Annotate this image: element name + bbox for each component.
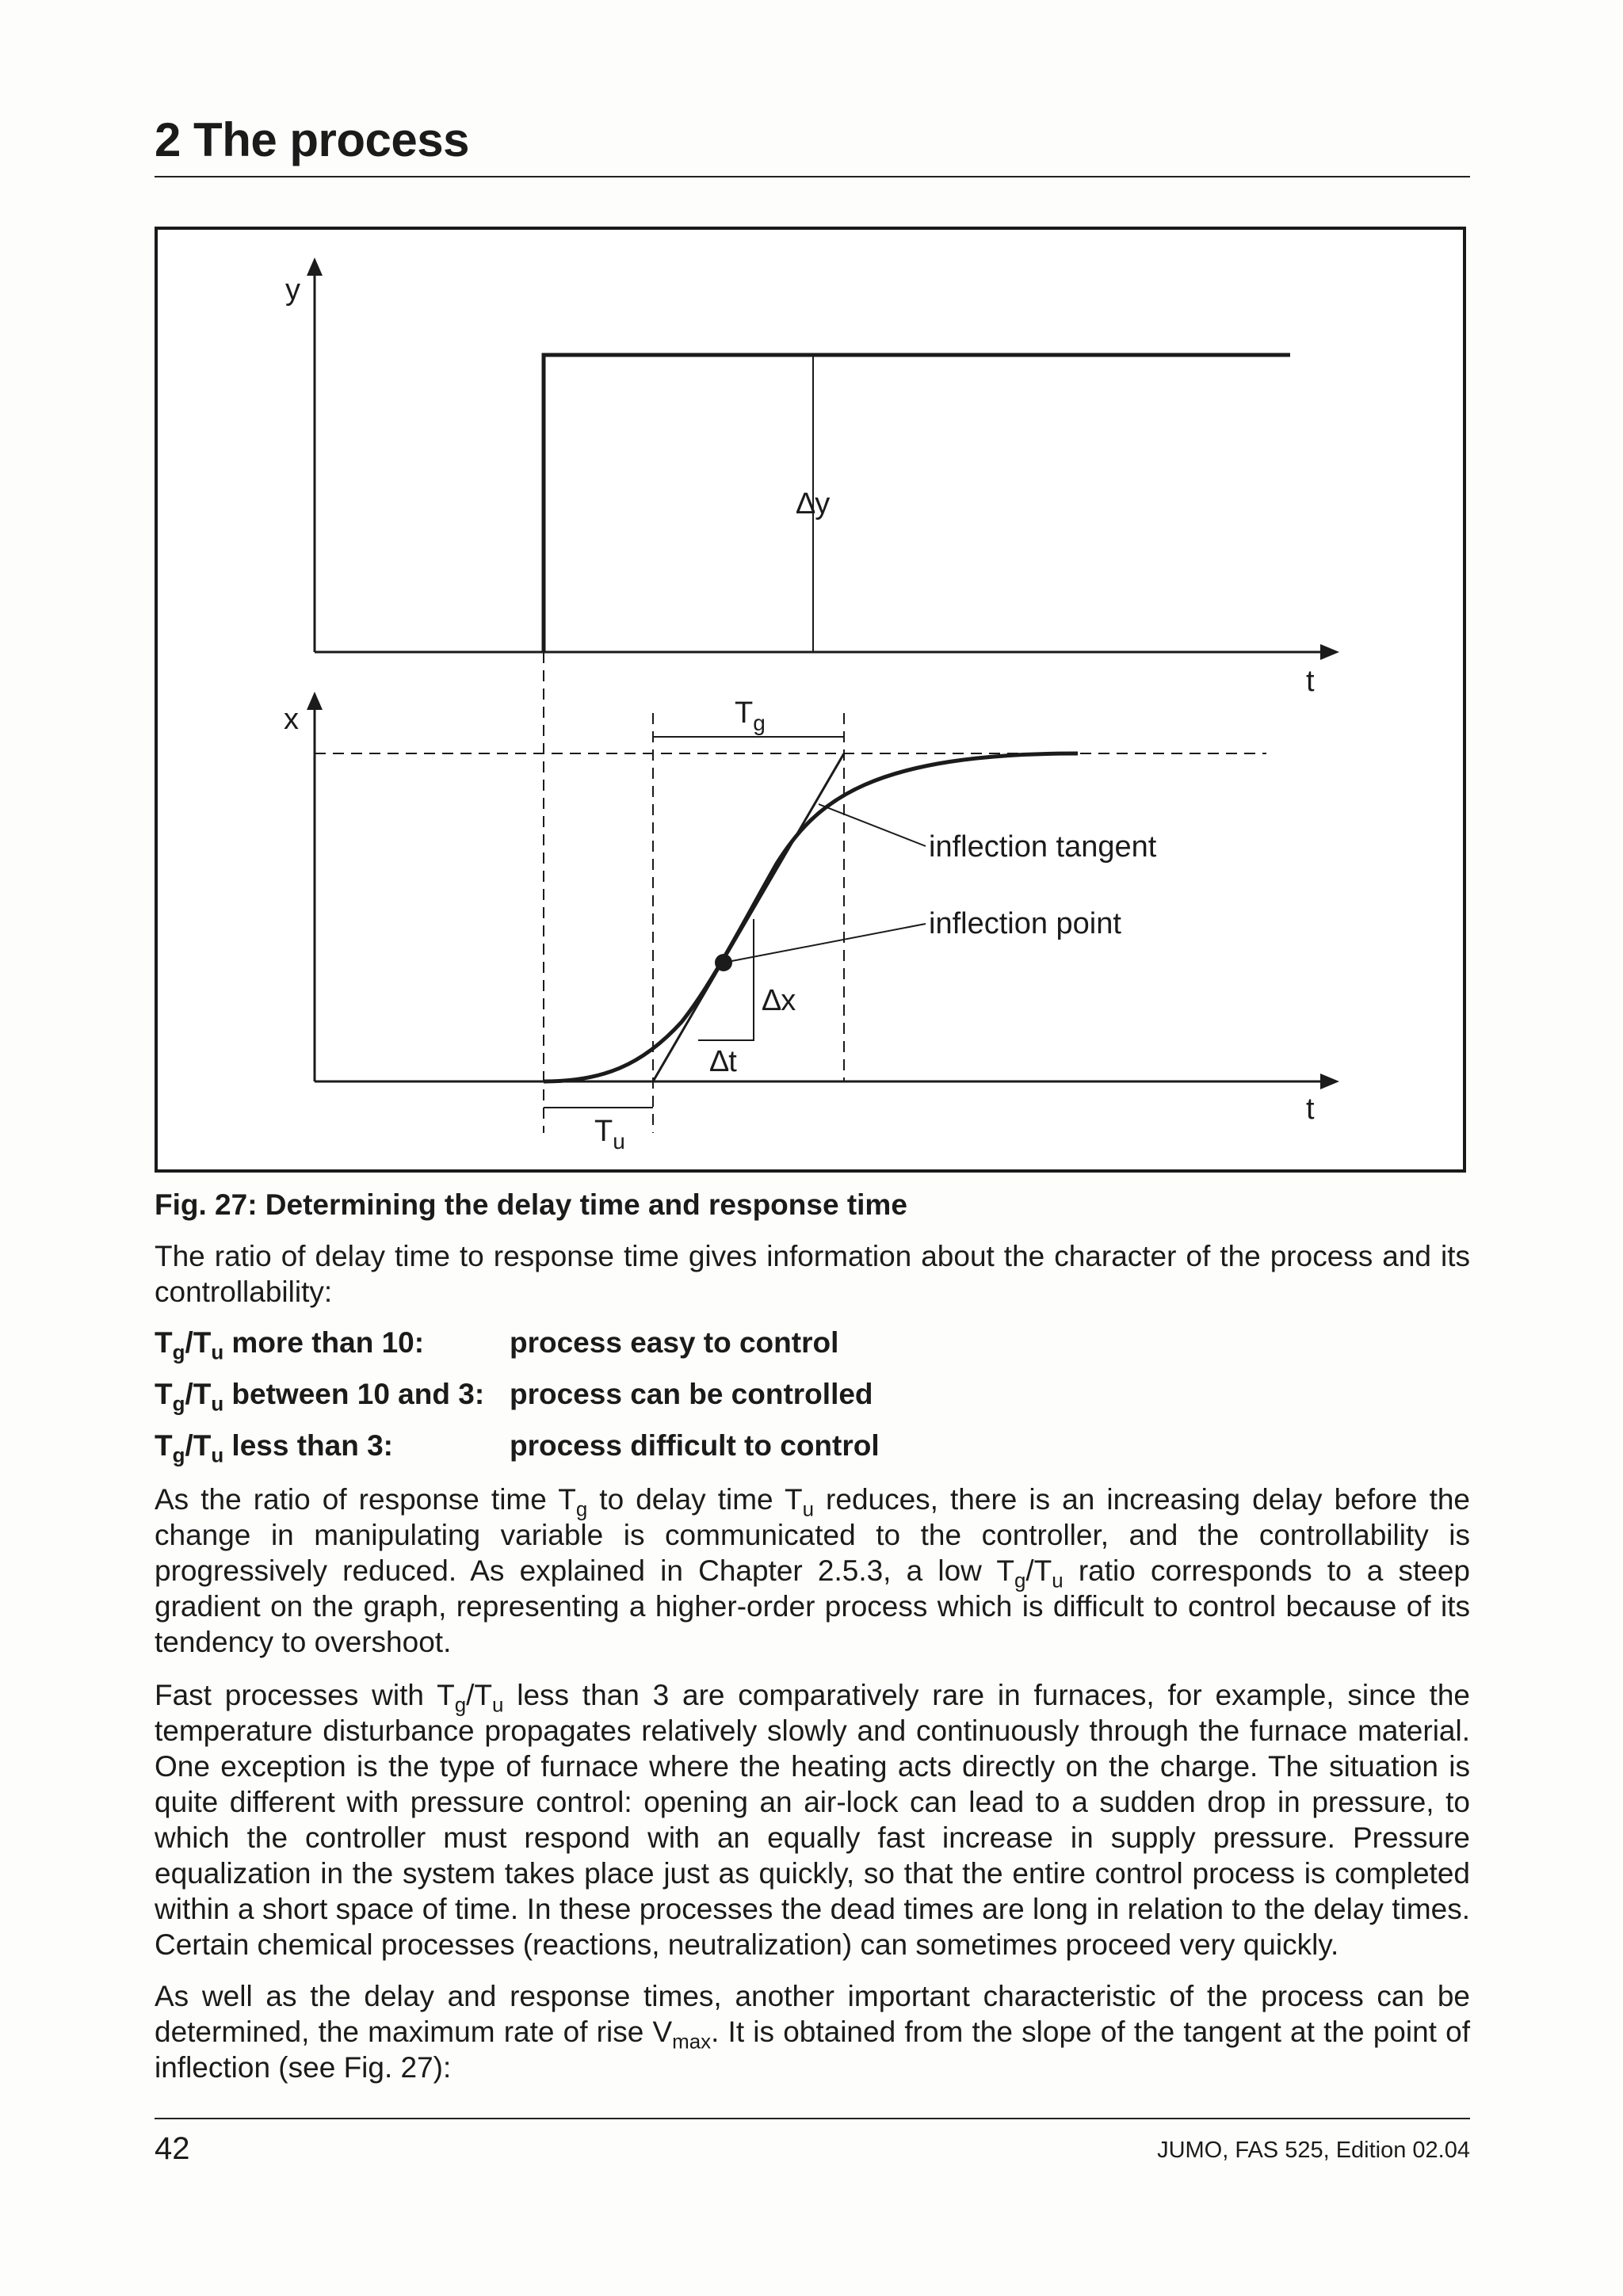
- rating-moderate: [155, 1376, 873, 1416]
- figure-caption: Fig. 27: Determining the delay time and response time: [155, 1188, 907, 1221]
- delta-x-label: ∆x: [762, 984, 796, 1017]
- inflection-tangent-label: inflection tangent: [929, 830, 1157, 864]
- footer-rule: [155, 2118, 1470, 2119]
- tangent-leader: [819, 804, 926, 846]
- rating-easy: [155, 1325, 839, 1364]
- paragraph-rate-of-rise: As well as the delay and response times, another important characteristic of the process can be determined, the maximum rate of rise $V_{max}$. It is obtained from the slope of the tangent at the point of inflection (see Fig. 27):: [155, 1980, 1470, 2084]
- y-axis-label: y: [285, 273, 300, 307]
- tu-label: $T_u$: [594, 1115, 625, 1154]
- tg-label: $T_g$: [735, 696, 766, 735]
- delta-t-label: ∆t: [710, 1045, 737, 1078]
- t-axis-bottom-label: t: [1306, 1093, 1315, 1126]
- t-axis-bottom-arrow: [1320, 1074, 1339, 1089]
- t-axis-top-arrow: [1320, 644, 1339, 660]
- step-input-curve: [544, 355, 1290, 652]
- rating-easy-ratio: $T_g/T_u$ more than 10:: [155, 1326, 425, 1364]
- slope-triangle: [698, 919, 754, 1040]
- header-rule: [155, 176, 1470, 177]
- t-axis-top-label: t: [1306, 665, 1315, 698]
- figure-27: [155, 227, 1466, 1173]
- inflection-point-label: inflection point: [929, 907, 1121, 940]
- page-title: 2 The process: [155, 113, 470, 166]
- delta-y-label: ∆y: [796, 487, 831, 521]
- rating-moderate-ratio: $T_g/T_u$ between 10 and 3:: [155, 1378, 485, 1416]
- paragraph-ratio-explanation: As the ratio of response time $T_g$ to delay time $T_u$ reduces, there is an increasing delay before the change in manipulating variable is communicated to the controller, and the controllability is progressively reduced. As explained in Chapter 2.5.3, a low $T_g/T_u$ ratio corresponds to a steep gradient on the graph, representing a higher-order process which is difficult to control because of its tendency to overshoot.: [155, 1483, 1471, 1658]
- rating-difficult: [155, 1428, 880, 1467]
- x-axis-label: x: [284, 703, 299, 736]
- x-axis-arrow: [307, 692, 323, 710]
- paragraph-fast-processes: Fast processes with $T_g/T_u$ less than 3 are comparatively rare in furnaces, for example, since the temperature disturbance propagates relatively slowly and continuously through the furnace material. One exception is the type of furnace where the heating acts directly on the charge. The situation is quite different with pressure control: opening an air-lock can lead to a sudden drop in pressure, to which the controller must respond with an equally fast increase in supply pressure. Pressure equalization in the system takes place just as quickly, so that the entire control process is completed within a short space of time. In these processes the dead times are long in relation to the delay times. Certain chemical processes (reactions, neutralization) can sometimes proceed very quickly.: [155, 1679, 1470, 1961]
- inflection-tangent-line: [653, 753, 844, 1081]
- intro-paragraph: The ratio of delay time to response time gives information about the character of the process and its controllability:: [155, 1240, 1470, 1308]
- y-axis-arrow: [307, 257, 323, 276]
- page-number: 42: [155, 2131, 190, 2166]
- rating-moderate-result: process can be controlled: [510, 1378, 873, 1410]
- rating-difficult-ratio: $T_g/T_u$ less than 3:: [155, 1429, 394, 1467]
- rating-easy-result: process easy to control: [510, 1326, 839, 1359]
- footer-reference: JUMO, FAS 525, Edition 02.04: [1157, 2138, 1470, 2163]
- step-response-diagram: [155, 227, 1466, 1173]
- rating-difficult-result: process difficult to control: [510, 1429, 880, 1462]
